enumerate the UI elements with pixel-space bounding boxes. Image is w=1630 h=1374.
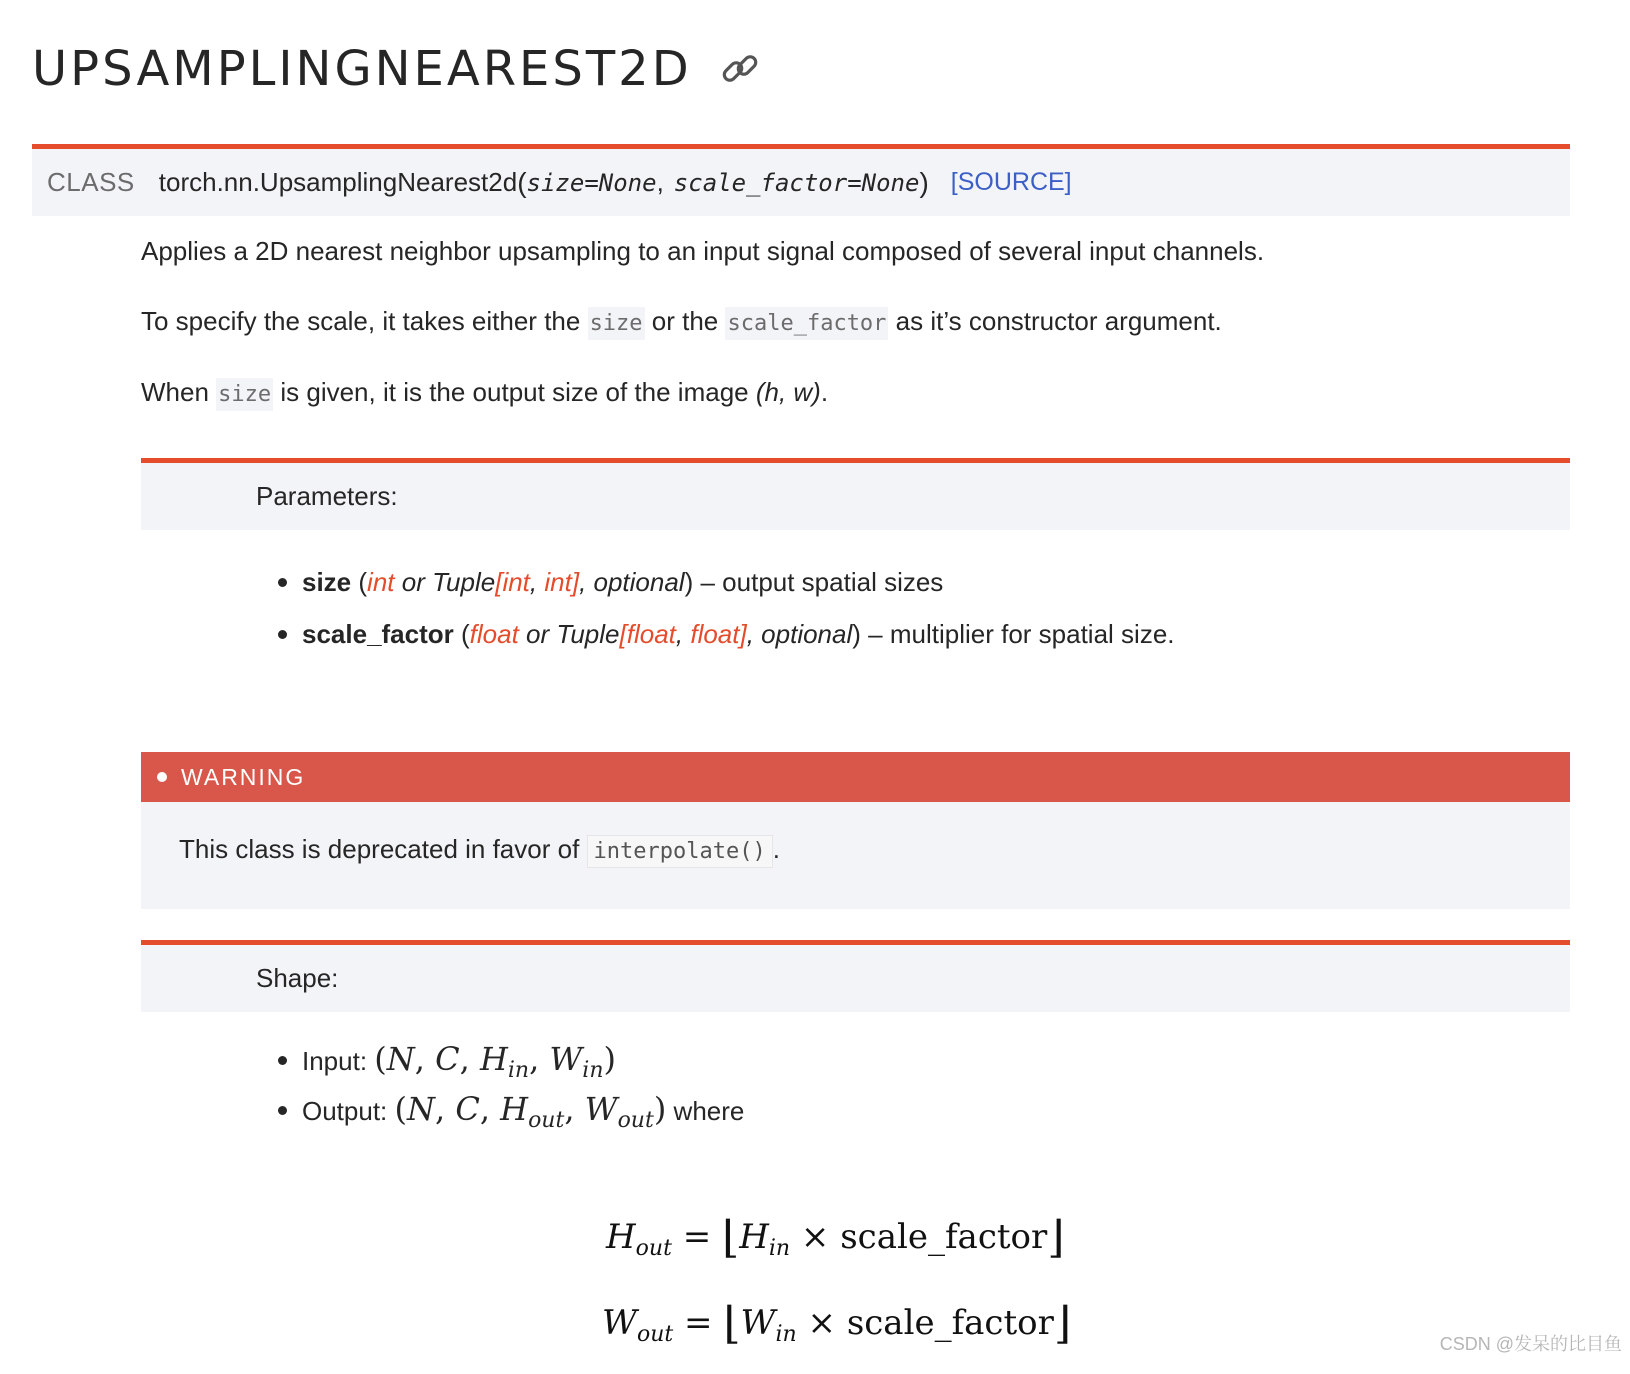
description-text-3b: is given, it is the output size of the image [273,377,756,407]
warning-body [179,834,780,865]
warning-bullet-icon [157,772,167,782]
output-where: where [666,1096,745,1126]
arg-separator: , [656,167,664,197]
type-link-float[interactable]: float [469,619,519,649]
parameters-label: Parameters: [256,481,398,511]
code-interpolate-link[interactable]: interpolate() [587,835,773,868]
math-H: H [739,1217,769,1257]
math-W: W [602,1303,637,1343]
bullet [278,630,287,639]
math-H: H [479,1040,508,1078]
math-sub-out: out [528,1108,565,1133]
input-shape-math: (N, C, $H_{in}$, $W_{in}$) [374,1040,616,1083]
math-N: N [386,1040,415,1078]
math-C: C [455,1090,480,1128]
math-eq: = [684,1303,713,1343]
math-sub-in: in [507,1058,530,1083]
bracket-link[interactable]: [ [619,619,627,649]
description-text-3a: When [141,377,217,407]
param-desc: – output spatial sizes [693,567,944,597]
class-label: CLASS [47,167,135,197]
shape-list [272,1034,744,1134]
math-W: W [549,1040,583,1078]
bullet [278,578,287,587]
math-sub-in: in [768,1236,791,1261]
optional-text: , optional [746,619,853,649]
math-W: W [740,1303,776,1343]
shape-header [141,940,1570,1012]
math-C: C [435,1040,460,1078]
code-scale-factor: scale_factor [725,307,888,340]
math-scale-factor: scale_factor [840,1217,1048,1257]
watermark: CSDN @发呆的比目鱼 [1439,1334,1622,1354]
optional-text: , optional [579,567,685,597]
math-W: W [584,1090,618,1128]
parameters-header [141,458,1570,530]
bracket-link[interactable]: ] [739,619,747,649]
param-name: size [302,567,352,597]
math-sub-in: in [775,1322,797,1347]
type-text: or Tuple [518,619,620,649]
type-link-int[interactable]: int [502,567,530,597]
warning-title: WARNING [181,763,306,790]
param-name: scale_factor [302,619,454,649]
math-times: × [800,1217,830,1257]
type-text: or Tuple [394,567,496,597]
page-title: UPSAMPLINGNEAREST2D [32,41,692,97]
type-comma: , [529,567,545,597]
description-text-2c: as it’s constructor argument. [888,306,1222,336]
math-sub-out: out [636,1322,674,1347]
close-paren: ) [919,166,929,198]
math-rfloor: ⌋ [1047,1212,1065,1263]
math-scale-factor: scale_factor [846,1303,1054,1343]
param-open: ( [351,567,368,597]
input-label: Input: [302,1046,375,1076]
type-comma: , [675,619,691,649]
param-close: ) [684,567,694,597]
output-shape-math: (N, C, $H_{out}$, $W_{out}$) [394,1090,667,1133]
description-text-2b: or the [644,306,726,336]
math-N: N [406,1090,435,1128]
param-desc: – multiplier for spatial size. [860,619,1175,649]
formula-h-out [606,1212,1064,1263]
type-link-int[interactable]: int [367,567,395,597]
math-hw: (h, w) [755,377,821,407]
math-H: H [606,1217,636,1257]
math-H: H [500,1090,529,1128]
description-text-2a: To specify the scale, it takes either the [141,306,588,336]
parameters-list [272,556,1175,660]
code-size: size [588,307,645,340]
warning-text-end: . [772,834,780,864]
math-lfloor: ⌊ [723,1298,741,1349]
description-line-1 [141,233,1264,269]
param-close: ) [852,619,861,649]
description-line-3 [141,374,828,413]
math-lfloor: ⌊ [722,1212,740,1263]
param-item-scale-factor [272,608,1175,660]
shape-output [272,1084,744,1134]
warning-text: This class is deprecated in favor of [179,834,587,864]
source-link[interactable]: [SOURCE] [950,168,1072,196]
math-times: × [807,1303,836,1343]
warning-box [141,752,1570,909]
math-sub-in: in [582,1058,604,1083]
type-link-float[interactable]: float [690,619,740,649]
open-paren: ( [517,166,527,198]
type-link-float[interactable]: float [626,619,676,649]
bracket-link[interactable]: [ [495,567,503,597]
warning-header [141,752,1570,802]
description-line-2 [141,303,1222,342]
arg-size: size=None [526,168,657,197]
math-eq: = [682,1217,712,1257]
param-item-size [272,556,1175,608]
output-label: Output: [302,1096,395,1126]
class-name: torch.nn.UpsamplingNearest2d [158,167,518,197]
bullet [278,1106,287,1115]
permalink-icon[interactable] [720,49,760,89]
math-sub-out: out [635,1236,672,1261]
class-signature [32,144,1570,216]
bullet [278,1056,287,1065]
bracket-link[interactable]: ] [571,567,580,597]
math-rfloor: ⌋ [1053,1298,1072,1349]
title-row [32,36,760,102]
shape-label: Shape: [256,963,339,993]
math-sub-out: out [617,1108,654,1133]
description-text-3c: . [820,377,829,407]
arg-scale-factor: scale_factor=None [673,168,920,197]
type-link-int[interactable]: int [544,567,572,597]
param-open: ( [453,619,470,649]
shape-input [272,1034,744,1084]
description-text-1: Applies a 2D nearest neighbor upsampling to an input signal composed of several input channels. [141,236,1265,266]
code-size-2: size [216,378,273,411]
formula-w-out [602,1298,1071,1349]
